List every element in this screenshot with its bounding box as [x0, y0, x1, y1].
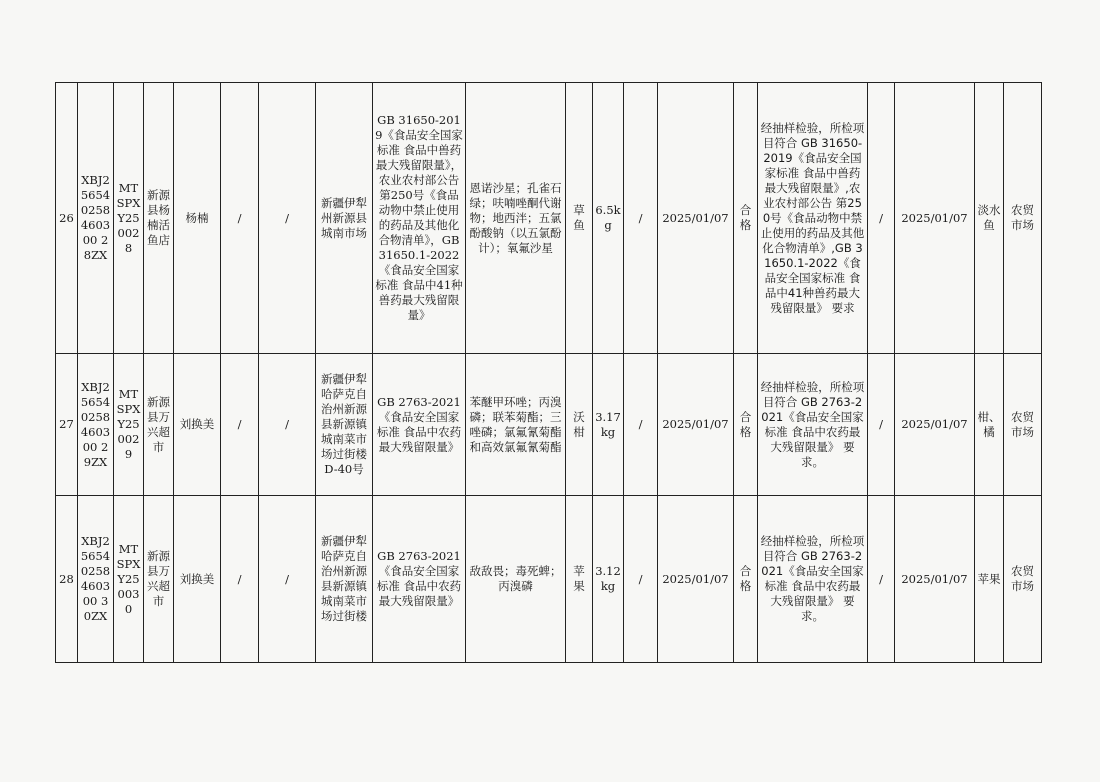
- sampling-date: 2025/01/07: [658, 496, 734, 663]
- food-category: 苹果: [975, 496, 1004, 663]
- table-row: [56, 354, 1042, 496]
- result: 合格: [734, 83, 758, 354]
- test-items: 苯醚甲环唑；丙溴磷；联苯菊酯；三唑磷；氯氟氰菊酯和高效氯氟氰菊酯: [466, 354, 566, 496]
- empty-cell: /: [624, 496, 658, 663]
- report-id: XBJ256540258460300 29ZX: [78, 354, 114, 496]
- quantity: 3.17kg: [593, 354, 624, 496]
- empty-cell: /: [868, 83, 895, 354]
- conclusion: 经抽样检验，所检项目符合 GB 31650-2019《食品安全国家标准 食品中兽药最大残留限量》,农业农村部公告 第250号《食品动物中禁止使用的药品及其他化合物清单》,GB 31650.1-2022《食品安全国家标准 食品中41种兽药最大残留限量》 要求: [758, 83, 868, 354]
- empty-cell: /: [221, 83, 259, 354]
- contact-person: 杨楠: [174, 83, 221, 354]
- sample-name: 苹果: [566, 496, 593, 663]
- address: 新疆伊犁哈萨克自治州新源县新源镇城南菜市场过街楼D-40号: [316, 354, 373, 496]
- empty-cell: /: [624, 354, 658, 496]
- food-category: 淡水鱼: [975, 83, 1004, 354]
- sample-name: 草鱼: [566, 83, 593, 354]
- sample-id: MTSPXY250028: [114, 83, 144, 354]
- market-type: 农贸市场: [1004, 496, 1042, 663]
- food-category: 柑、橘: [975, 354, 1004, 496]
- address: 新疆伊犁哈萨克自治州新源县新源镇城南菜市场过街楼: [316, 496, 373, 663]
- result: 合格: [734, 354, 758, 496]
- row-number: 27: [56, 354, 78, 496]
- business-name: 新源县万兴超市: [144, 496, 174, 663]
- sample-id: MTSPXY250029: [114, 354, 144, 496]
- empty-cell: /: [624, 83, 658, 354]
- contact-person: 刘换美: [174, 496, 221, 663]
- business-name: 新源县万兴超市: [144, 354, 174, 496]
- report-date: 2025/01/07: [895, 83, 975, 354]
- report-date: 2025/01/07: [895, 354, 975, 496]
- standard: GB 2763-2021《食品安全国家标准 食品中农药最大残留限量》: [373, 354, 466, 496]
- empty-cell: /: [868, 354, 895, 496]
- sample-id: MTSPXY250030: [114, 496, 144, 663]
- row-number: 26: [56, 83, 78, 354]
- test-items: 敌敌畏；毒死蜱；丙溴磷: [466, 496, 566, 663]
- empty-cell: /: [221, 496, 259, 663]
- contact-person: 刘换美: [174, 354, 221, 496]
- address: 新疆伊犁州新源县城南市场: [316, 83, 373, 354]
- sampling-date: 2025/01/07: [658, 83, 734, 354]
- empty-cell: /: [259, 496, 316, 663]
- conclusion: 经抽样检验，所检项目符合 GB 2763-2021《食品安全国家标准 食品中农药最大残留限量》 要求。: [758, 354, 868, 496]
- empty-cell: /: [221, 354, 259, 496]
- table-row: [56, 496, 1042, 663]
- business-name: 新源县杨楠活鱼店: [144, 83, 174, 354]
- report-date: 2025/01/07: [895, 496, 975, 663]
- standard: GB 31650-2019《食品安全国家标准 食品中兽药最大残留限量》，农业农村部公告 第250号《食品动物中禁止使用的药品及其他化合物清单》，GB 31650.1-2022《食品安全国家标准 食品中41种兽药最大残留限量》: [373, 83, 466, 354]
- table-row: [56, 83, 1042, 354]
- market-type: 农贸市场: [1004, 83, 1042, 354]
- report-id: XBJ256540258460300 28ZX: [78, 83, 114, 354]
- empty-cell: /: [259, 83, 316, 354]
- inspection-results-table: [55, 82, 1042, 663]
- empty-cell: /: [868, 496, 895, 663]
- empty-cell: /: [259, 354, 316, 496]
- sample-name: 沃柑: [566, 354, 593, 496]
- standard: GB 2763-2021《食品安全国家标准 食品中农药最大残留限量》: [373, 496, 466, 663]
- test-items: 恩诺沙星；孔雀石绿；呋喃唑酮代谢物；地西泮；五氯酚酸钠（以五氯酚计）；氧氟沙星: [466, 83, 566, 354]
- result: 合格: [734, 496, 758, 663]
- conclusion: 经抽样检验，所检项目符合 GB 2763-2021《食品安全国家标准 食品中农药最大残留限量》 要求。: [758, 496, 868, 663]
- quantity: 6.5kg: [593, 83, 624, 354]
- quantity: 3.12kg: [593, 496, 624, 663]
- row-number: 28: [56, 496, 78, 663]
- sampling-date: 2025/01/07: [658, 354, 734, 496]
- market-type: 农贸市场: [1004, 354, 1042, 496]
- report-id: XBJ256540258460300 30ZX: [78, 496, 114, 663]
